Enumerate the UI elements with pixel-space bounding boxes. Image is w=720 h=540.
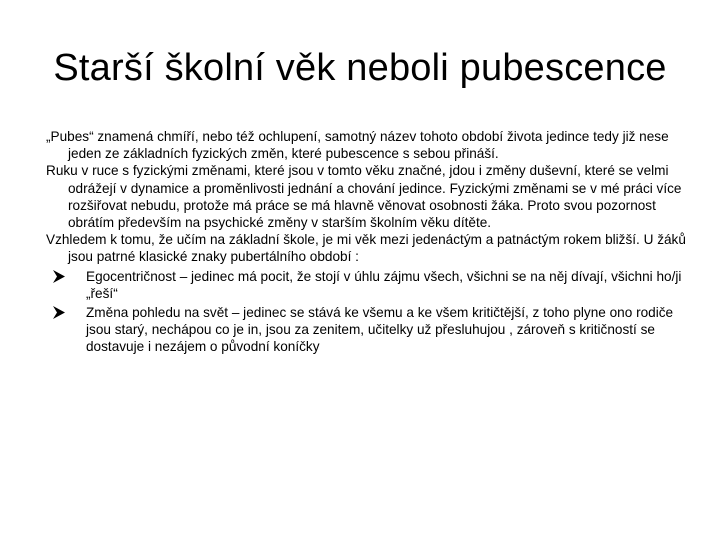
arrowhead-bullet-icon	[52, 305, 66, 320]
paragraph-pubes-meaning: „Pubes“ znamená chmíří, nebo též ochlupení, samotný název tohoto období života jedince tedy již nese jeden ze základních fyzických změn, které pubescence s sebou přináší.	[46, 129, 669, 162]
slide-body	[46, 128, 686, 356]
bullet-text: Změna pohledu na svět – jedinec se stává ke všemu a ke všem kritičtější, z toho plyne ono rodiče jsou starý, nechápou co je in, jsou za zenitem, učitelky už přesluhujou , zároveň s kritičností se dostavuje i nezájem o původní koníčky	[86, 305, 674, 355]
slide-title: Starší školní věk neboli pubescence	[53, 47, 667, 89]
paragraph-puberty-signs: Vzhledem k tomu, že učím na základní škole, je mi věk mezi jedenáctým a patnáctým rokem bližší. U žáků jsou patrné klasické znaky pubertálního období :	[46, 232, 686, 265]
paragraph-psychic-changes: Ruku v ruce s fyzickými změnami, které jsou v tomto věku značné, jdou i změny duševní, které se velmi odrážejí v dynamice a proměnlivosti jednání a chování jedince. Fyzickými změnami se v mé práci více rozšiřovat nebudu, protože má práce se má hlavně věnovat osobnosti žáka. Proto svou pozornost obrátím především na psychické změny v starším školním věku dítěte.	[46, 163, 682, 231]
arrowhead-bullet-icon	[52, 269, 66, 284]
bullet-egocentricity	[46, 268, 686, 302]
bullet-worldview-change	[46, 304, 686, 356]
bullet-text: Egocentričnost – jedinec má pocit, že stojí v úhlu zájmu všech, všichni se na něj dívají, všichni ho/ji „řeší“	[86, 268, 682, 301]
